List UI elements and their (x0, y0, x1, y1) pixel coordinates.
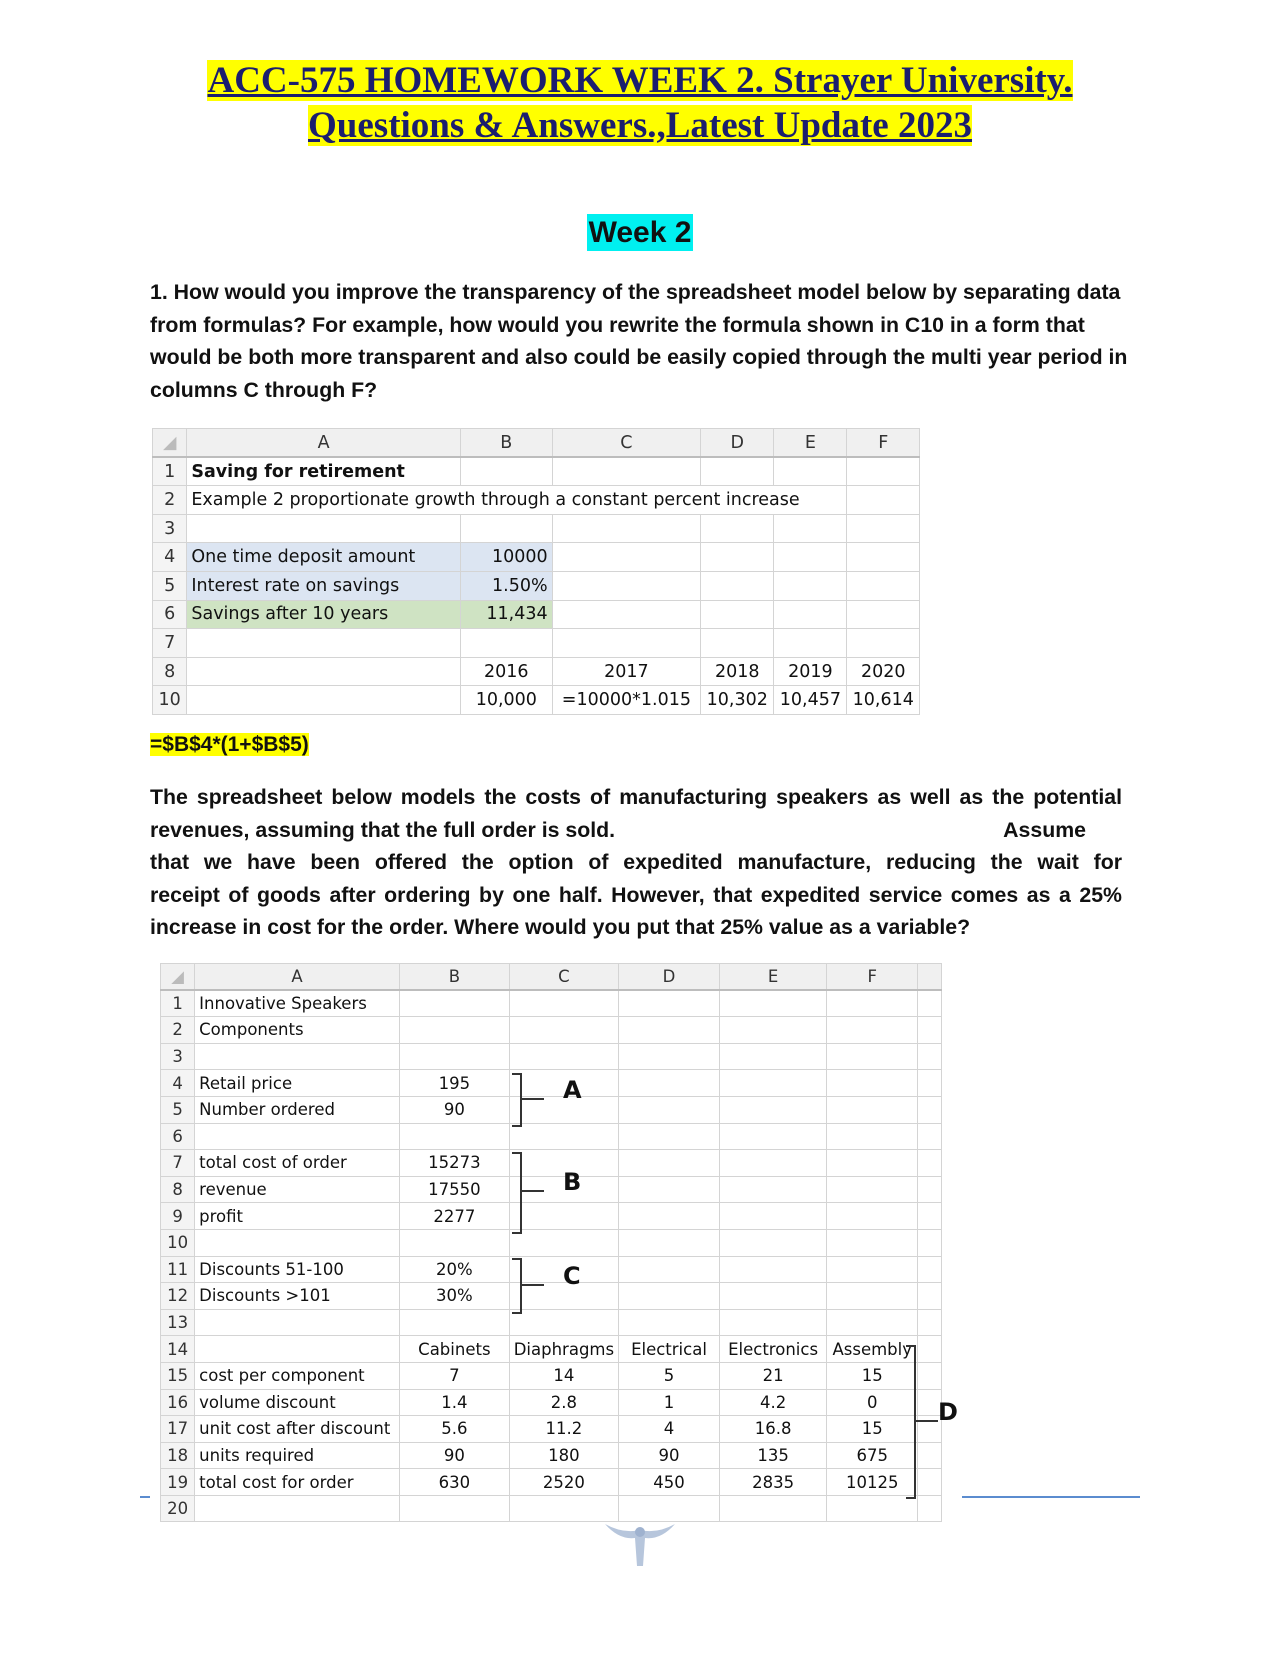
cell (719, 1203, 826, 1230)
cell (847, 571, 920, 600)
bracket-d (906, 1345, 916, 1499)
cell: 90 (400, 1096, 510, 1123)
row-number: 11 (161, 1256, 195, 1283)
sheet-row (161, 1283, 942, 1310)
bracket-a-tick (522, 1098, 544, 1100)
cell: 11,434 (460, 600, 552, 629)
sheet-row (153, 514, 920, 543)
cell (195, 1123, 400, 1150)
sheet-row (153, 657, 920, 686)
cell: 16.8 (719, 1416, 826, 1443)
cell: Interest rate on savings (187, 571, 461, 600)
cell: 10,302 (701, 686, 774, 715)
row-number: 8 (153, 657, 187, 686)
cell: Assembly (827, 1336, 918, 1363)
cell: 1.50% (460, 571, 552, 600)
answer-formula: =$B$4*(1+$B$5) (150, 733, 309, 756)
cell (195, 1229, 400, 1256)
sheet-row (161, 1309, 942, 1336)
cell: revenue (195, 1176, 400, 1203)
cell (827, 1017, 918, 1044)
cell: 5.6 (400, 1416, 510, 1443)
cell: 180 (509, 1442, 618, 1469)
bracket-b-tick (522, 1190, 544, 1192)
sheet-row (153, 543, 920, 572)
bracket-a (512, 1073, 522, 1127)
cell: 2017 (552, 657, 701, 686)
cell: 195 (400, 1070, 510, 1097)
cell (918, 1495, 942, 1522)
cell: =10000*1.015 (552, 686, 701, 715)
cell (701, 629, 774, 658)
cell (827, 1283, 918, 1310)
cell (619, 1017, 720, 1044)
cell (918, 1309, 942, 1336)
row-number: 20 (161, 1495, 195, 1522)
cell: total cost of order (195, 1150, 400, 1177)
sheet-row (161, 1495, 942, 1522)
cell (774, 629, 847, 658)
cell (701, 514, 774, 543)
row-number: 2 (153, 486, 187, 515)
cell: 2016 (460, 657, 552, 686)
sheet-row (161, 1176, 942, 1203)
row-number: 14 (161, 1336, 195, 1363)
sheet-row (153, 600, 920, 629)
cell (827, 1043, 918, 1070)
cell (619, 1176, 720, 1203)
cell: 20% (400, 1256, 510, 1283)
column-header: D (701, 429, 774, 458)
sheet-row (161, 1229, 942, 1256)
cell (701, 543, 774, 572)
cell: Number ordered (195, 1096, 400, 1123)
cell: 4 (619, 1416, 720, 1443)
cell: 0 (827, 1389, 918, 1416)
cell (460, 457, 552, 486)
cell: Saving for retirement (187, 457, 461, 486)
cell (827, 1256, 918, 1283)
sheet-row (161, 1123, 942, 1150)
sheet-row (161, 1017, 942, 1044)
cell (827, 1096, 918, 1123)
cell: 10125 (827, 1469, 918, 1496)
column-header: F (847, 429, 920, 458)
cell (827, 1309, 918, 1336)
cell (918, 1229, 942, 1256)
cell: 2.8 (509, 1389, 618, 1416)
cell (187, 657, 461, 686)
cell (509, 1229, 618, 1256)
cell: 10,000 (460, 686, 552, 715)
row-number: 19 (161, 1469, 195, 1496)
cell (918, 1469, 942, 1496)
cell: 450 (619, 1469, 720, 1496)
cell (195, 1495, 400, 1522)
row-number: 12 (161, 1283, 195, 1310)
cell (619, 1283, 720, 1310)
bracket-c-tick (522, 1284, 544, 1286)
cell: Discounts >101 (195, 1283, 400, 1310)
cell: 2018 (701, 657, 774, 686)
sheet-row (153, 686, 920, 715)
cell (509, 1203, 618, 1230)
cell (918, 1070, 942, 1097)
document-title (0, 58, 1280, 148)
row-number: 2 (161, 1017, 195, 1044)
sheet-row (161, 1256, 942, 1283)
row-number: 3 (161, 1043, 195, 1070)
cell (719, 1123, 826, 1150)
row-number: 4 (161, 1070, 195, 1097)
cell: Diaphragms (509, 1336, 618, 1363)
cell (918, 1176, 942, 1203)
cell (619, 1070, 720, 1097)
cell: Discounts 51-100 (195, 1256, 400, 1283)
column-header: E (719, 964, 826, 991)
cell: 4.2 (719, 1389, 826, 1416)
cell (719, 1070, 826, 1097)
cell (619, 1043, 720, 1070)
sheet-row (161, 1150, 942, 1177)
cell: 11.2 (509, 1416, 618, 1443)
cell (918, 1017, 942, 1044)
cell (918, 1123, 942, 1150)
footer-rule-left (140, 1496, 150, 1498)
cell (918, 1283, 942, 1310)
cell: cost per component (195, 1362, 400, 1389)
cell (552, 543, 701, 572)
column-header: B (460, 429, 552, 458)
cell (552, 600, 701, 629)
cell (719, 1495, 826, 1522)
row-number: 1 (161, 990, 195, 1017)
cell: 10000 (460, 543, 552, 572)
cell (195, 1043, 400, 1070)
cell (918, 1442, 942, 1469)
sheet-row (153, 629, 920, 658)
cell (187, 629, 461, 658)
cell (701, 600, 774, 629)
cell: Retail price (195, 1070, 400, 1097)
cell (847, 543, 920, 572)
cell: 14 (509, 1362, 618, 1389)
cell (552, 457, 701, 486)
cell: volume discount (195, 1389, 400, 1416)
cell: total cost for order (195, 1469, 400, 1496)
sheet-row (161, 1070, 942, 1097)
cell: Savings after 10 years (187, 600, 461, 629)
footer-rule-right (962, 1496, 1140, 1498)
cell: 630 (400, 1469, 510, 1496)
sheet-row (161, 1442, 942, 1469)
sheet-row (161, 1416, 942, 1443)
column-header: A (187, 429, 461, 458)
cell (509, 1043, 618, 1070)
cell (619, 1256, 720, 1283)
cell: 15 (827, 1362, 918, 1389)
sheet-row (161, 1043, 942, 1070)
bracket-d-tick (916, 1420, 938, 1422)
cell: 1 (619, 1389, 720, 1416)
cell (619, 1096, 720, 1123)
cell (552, 514, 701, 543)
cell (918, 1096, 942, 1123)
cell (619, 990, 720, 1017)
column-header: ◢ (153, 429, 187, 458)
column-header: ◢ (161, 964, 195, 991)
row-number: 7 (161, 1150, 195, 1177)
cell (827, 1229, 918, 1256)
sheet-row (161, 1203, 942, 1230)
cell (918, 1336, 942, 1363)
cell (619, 1495, 720, 1522)
cell: 15273 (400, 1150, 510, 1177)
cell (827, 990, 918, 1017)
cell (719, 1256, 826, 1283)
cell (827, 1176, 918, 1203)
cell: 2520 (509, 1469, 618, 1496)
cell (509, 990, 618, 1017)
bracket-b (512, 1152, 522, 1234)
cell: Components (195, 1017, 400, 1044)
row-number: 9 (161, 1203, 195, 1230)
cell (552, 629, 701, 658)
row-number: 6 (153, 600, 187, 629)
sheet-row (161, 1389, 942, 1416)
cell (774, 457, 847, 486)
row-number: 4 (153, 543, 187, 572)
cell (701, 571, 774, 600)
sheet-row (153, 486, 920, 515)
row-number: 10 (153, 686, 187, 715)
annotation-a: A (563, 1076, 582, 1104)
cell (400, 990, 510, 1017)
cell (719, 1283, 826, 1310)
sheet-row (161, 1336, 942, 1363)
cell (552, 571, 701, 600)
cell: 135 (719, 1442, 826, 1469)
question-1: 1. How would you improve the transparency of the spreadsheet model below by separating data from formulas? For example, how would you rewrite the formula shown in C10 in a form that would be both more transparent and also could be easily copied through the multi year period in columns C through F? (150, 280, 1128, 402)
row-number: 18 (161, 1442, 195, 1469)
row-number: 6 (161, 1123, 195, 1150)
cell (774, 600, 847, 629)
cell (918, 990, 942, 1017)
cell: 675 (827, 1442, 918, 1469)
cell (918, 1043, 942, 1070)
spreadsheet-speakers (160, 963, 942, 1522)
cell: Example 2 proportionate growth through a constant percent increase (187, 486, 847, 515)
annotation-c: C (563, 1262, 581, 1290)
row-number: 1 (153, 457, 187, 486)
cell: 21 (719, 1362, 826, 1389)
cell: 2020 (847, 657, 920, 686)
spreadsheet-savings (152, 428, 920, 715)
cell: 90 (400, 1442, 510, 1469)
cell: Cabinets (400, 1336, 510, 1363)
row-number: 15 (161, 1362, 195, 1389)
cell (847, 457, 920, 486)
column-header: C (552, 429, 701, 458)
cell (719, 1096, 826, 1123)
row-number: 8 (161, 1176, 195, 1203)
bracket-c (512, 1258, 522, 1314)
cell (827, 1150, 918, 1177)
cell (509, 1495, 618, 1522)
column-header: D (619, 964, 720, 991)
cell (827, 1203, 918, 1230)
cell (460, 514, 552, 543)
cell: 17550 (400, 1176, 510, 1203)
title-line-2: Questions & Answers.,Latest Update 2023 (308, 105, 972, 146)
cell: Electrical (619, 1336, 720, 1363)
cell: 2835 (719, 1469, 826, 1496)
cell (509, 1309, 618, 1336)
cell (774, 543, 847, 572)
sheet-row (161, 1096, 942, 1123)
sheet-row (153, 571, 920, 600)
cell (509, 1123, 618, 1150)
cell: 10,614 (847, 686, 920, 715)
cell: unit cost after discount (195, 1416, 400, 1443)
cell (719, 1017, 826, 1044)
cell (719, 990, 826, 1017)
cell (719, 1176, 826, 1203)
column-header: E (774, 429, 847, 458)
cell (719, 1150, 826, 1177)
cell (774, 571, 847, 600)
cell (400, 1309, 510, 1336)
cell: 2019 (774, 657, 847, 686)
cell (619, 1123, 720, 1150)
cell (827, 1123, 918, 1150)
cell (847, 600, 920, 629)
cell (619, 1203, 720, 1230)
cell: One time deposit amount (187, 543, 461, 572)
cell (400, 1017, 510, 1044)
title-line-1: ACC-575 HOMEWORK WEEK 2. Strayer University. (207, 60, 1073, 101)
row-number: 3 (153, 514, 187, 543)
column-header: B (400, 964, 510, 991)
cell (187, 514, 461, 543)
cell (847, 514, 920, 543)
cell (918, 1256, 942, 1283)
cell: 90 (619, 1442, 720, 1469)
cell: 7 (400, 1362, 510, 1389)
cell (619, 1229, 720, 1256)
row-number: 10 (161, 1229, 195, 1256)
cell (195, 1336, 400, 1363)
row-number: 5 (161, 1096, 195, 1123)
cell (847, 629, 920, 658)
annotation-b: B (563, 1168, 582, 1196)
sheet-row (161, 1362, 942, 1389)
cell (460, 629, 552, 658)
column-header: C (509, 964, 618, 991)
cell (847, 486, 920, 515)
cell (719, 1229, 826, 1256)
cell (701, 457, 774, 486)
cell: 5 (619, 1362, 720, 1389)
cell (827, 1070, 918, 1097)
sheet-row (161, 990, 942, 1017)
cell (719, 1309, 826, 1336)
cell: 1.4 (400, 1389, 510, 1416)
logo-icon (603, 1520, 677, 1570)
annotation-d: D (938, 1398, 958, 1426)
row-number: 17 (161, 1416, 195, 1443)
cell (827, 1495, 918, 1522)
cell (400, 1495, 510, 1522)
cell: 2277 (400, 1203, 510, 1230)
column-header-row (161, 964, 942, 991)
column-header: A (195, 964, 400, 991)
cell (719, 1043, 826, 1070)
question-2-paragraph: The spreadsheet below models the costs of manufacturing speakers as well as the potential revenues, assuming that the full order is sold. Assume that we have been offered the option of expedited manufacture, reducing the wait for receipt of goods after ordering by one half. However, that expedited service comes as a 25% increase in cost for the order. Where would you put that 25% value as a variable? (150, 785, 1122, 939)
cell (400, 1043, 510, 1070)
row-number: 16 (161, 1389, 195, 1416)
column-header (918, 964, 942, 991)
cell (918, 1362, 942, 1389)
cell (187, 686, 461, 715)
cell (400, 1123, 510, 1150)
row-number: 7 (153, 629, 187, 658)
cell (619, 1150, 720, 1177)
column-header-row (153, 429, 920, 458)
cell (918, 1203, 942, 1230)
cell: 30% (400, 1283, 510, 1310)
cell: Innovative Speakers (195, 990, 400, 1017)
cell (400, 1229, 510, 1256)
cell: units required (195, 1442, 400, 1469)
section-heading: Week 2 (588, 216, 692, 249)
row-number: 5 (153, 571, 187, 600)
row-number: 13 (161, 1309, 195, 1336)
cell (619, 1309, 720, 1336)
sheet-row (153, 457, 920, 486)
cell: profit (195, 1203, 400, 1230)
cell: 15 (827, 1416, 918, 1443)
cell (774, 514, 847, 543)
column-header: F (827, 964, 918, 991)
cell (918, 1150, 942, 1177)
cell (509, 1017, 618, 1044)
sheet-row (161, 1469, 942, 1496)
cell: 10,457 (774, 686, 847, 715)
cell (195, 1309, 400, 1336)
cell: Electronics (719, 1336, 826, 1363)
